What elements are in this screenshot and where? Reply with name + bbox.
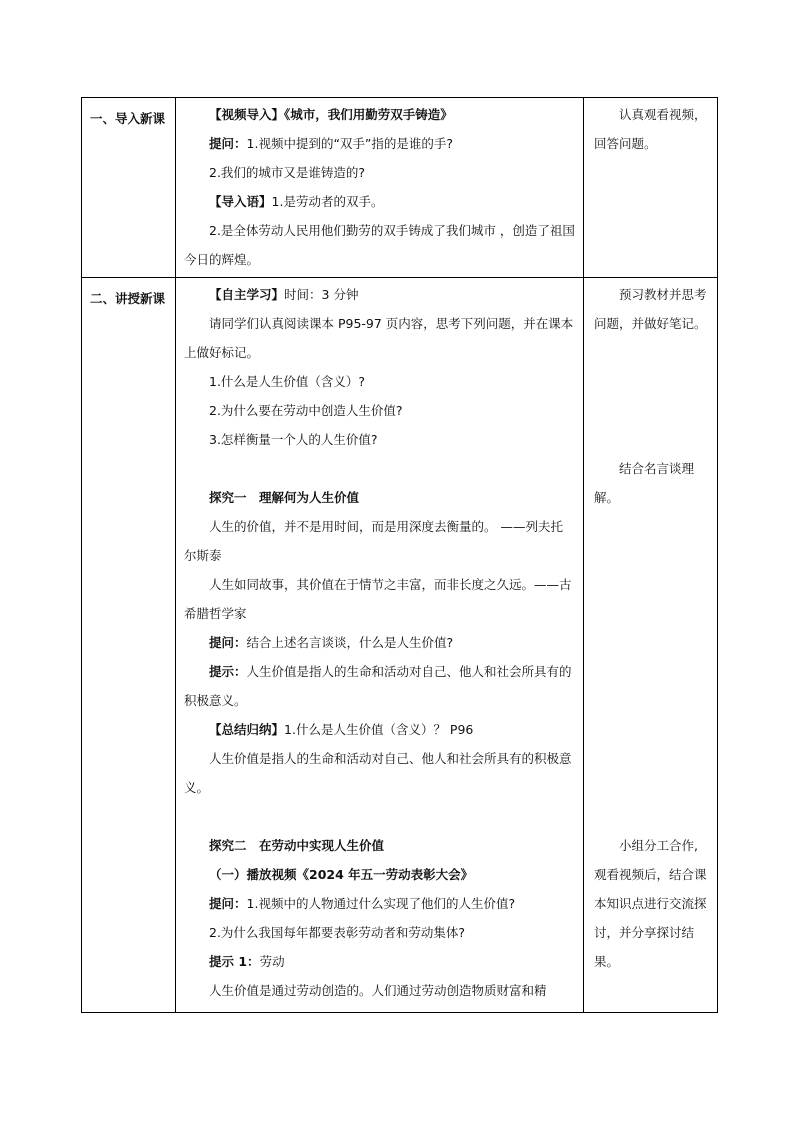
paragraph: 【总结归纳】1.什么是人生价值（含义）？ P96 (209, 722, 474, 737)
paragraph: 2.是全体劳动人民用他们勤劳的双手铸成了我们城市 ，创造了祖国今日的辉煌。 (184, 223, 575, 267)
paragraph: 3.怎样衡量一个人的人生价值? (209, 432, 378, 447)
content-cell (176, 98, 584, 278)
activity-note: 认真观看视频，回答问题。 (594, 107, 707, 151)
section-heading: 探究一 理解何为人生价值 (209, 490, 360, 505)
stage-cell: 一、导入新课 (82, 98, 176, 278)
paragraph: 2.我们的城市又是谁铸造的? (209, 165, 366, 180)
paragraph: 1.什么是人生价值（含义）? (209, 374, 366, 389)
activity-note-cell (584, 278, 718, 1013)
lesson-plan-table (81, 97, 718, 1013)
activity-note: 结合名言谈理解。 (594, 461, 695, 505)
paragraph: 2.为什么我国每年都要表彰劳动者和劳动集体? (209, 925, 466, 940)
paragraph: 提问：结合上述名言谈谈，什么是人生价值? (209, 635, 454, 650)
content-cell (176, 278, 584, 1013)
paragraph: 提问：1.视频中的人物通过什么实现了他们的人生价值? (209, 896, 516, 911)
paragraph: 2.为什么要在劳动中创造人生价值? (209, 403, 403, 418)
activity-note-cell (584, 98, 718, 278)
paragraph: 提问：1.视频中提到的“双手”指的是谁的手? (209, 136, 454, 151)
paragraph: 【自主学习】时间：3 分钟 (209, 287, 359, 302)
activity-note: 预习教材并思考问题，并做好笔记。 (594, 287, 707, 331)
table-row (82, 278, 718, 1013)
spacer (594, 512, 709, 831)
paragraph: 人生价值是指人的生命和活动对自己、他人和社会所具有的积极意义。 (184, 751, 572, 795)
spacer (184, 454, 575, 483)
paragraph: 【导入语】1.是劳动者的双手。 (209, 194, 384, 209)
quote: 人生的价值，并不是用时间，而是用深度去衡量的。 ——列夫托尔斯泰 (184, 519, 563, 563)
table-row (82, 98, 718, 278)
paragraph: 人生价值是通过劳动创造的。人们通过劳动创造物质财富和精 (209, 983, 547, 998)
stage-cell: 二、讲授新课 (82, 278, 176, 1013)
quote: 人生如同故事，其价值在于情节之丰富，而非长度之久远。——古希腊哲学家 (184, 577, 572, 621)
paragraph: 提示 1：劳动 (209, 954, 285, 969)
spacer (594, 338, 709, 454)
paragraph: 请同学们认真阅读课本 P95-97 页内容，思考下列问题，并在课本上做好标记。 (184, 316, 574, 360)
spacer (184, 802, 575, 831)
section-subheading: （一）播放视频《2024 年五一劳动表彰大会》 (209, 867, 474, 882)
paragraph: 提示：人生价值是指人的生命和活动对自己、他人和社会所具有的积极意义。 (184, 664, 572, 708)
section-heading: 探究二 在劳动中实现人生价值 (209, 838, 385, 853)
activity-note: 小组分工合作,观看视频后，结合课本知识点进行交流探讨，并分享探讨结果。 (594, 838, 707, 969)
paragraph: 【视频导入】《城市，我们用勤劳双手铸造》 (209, 107, 453, 122)
